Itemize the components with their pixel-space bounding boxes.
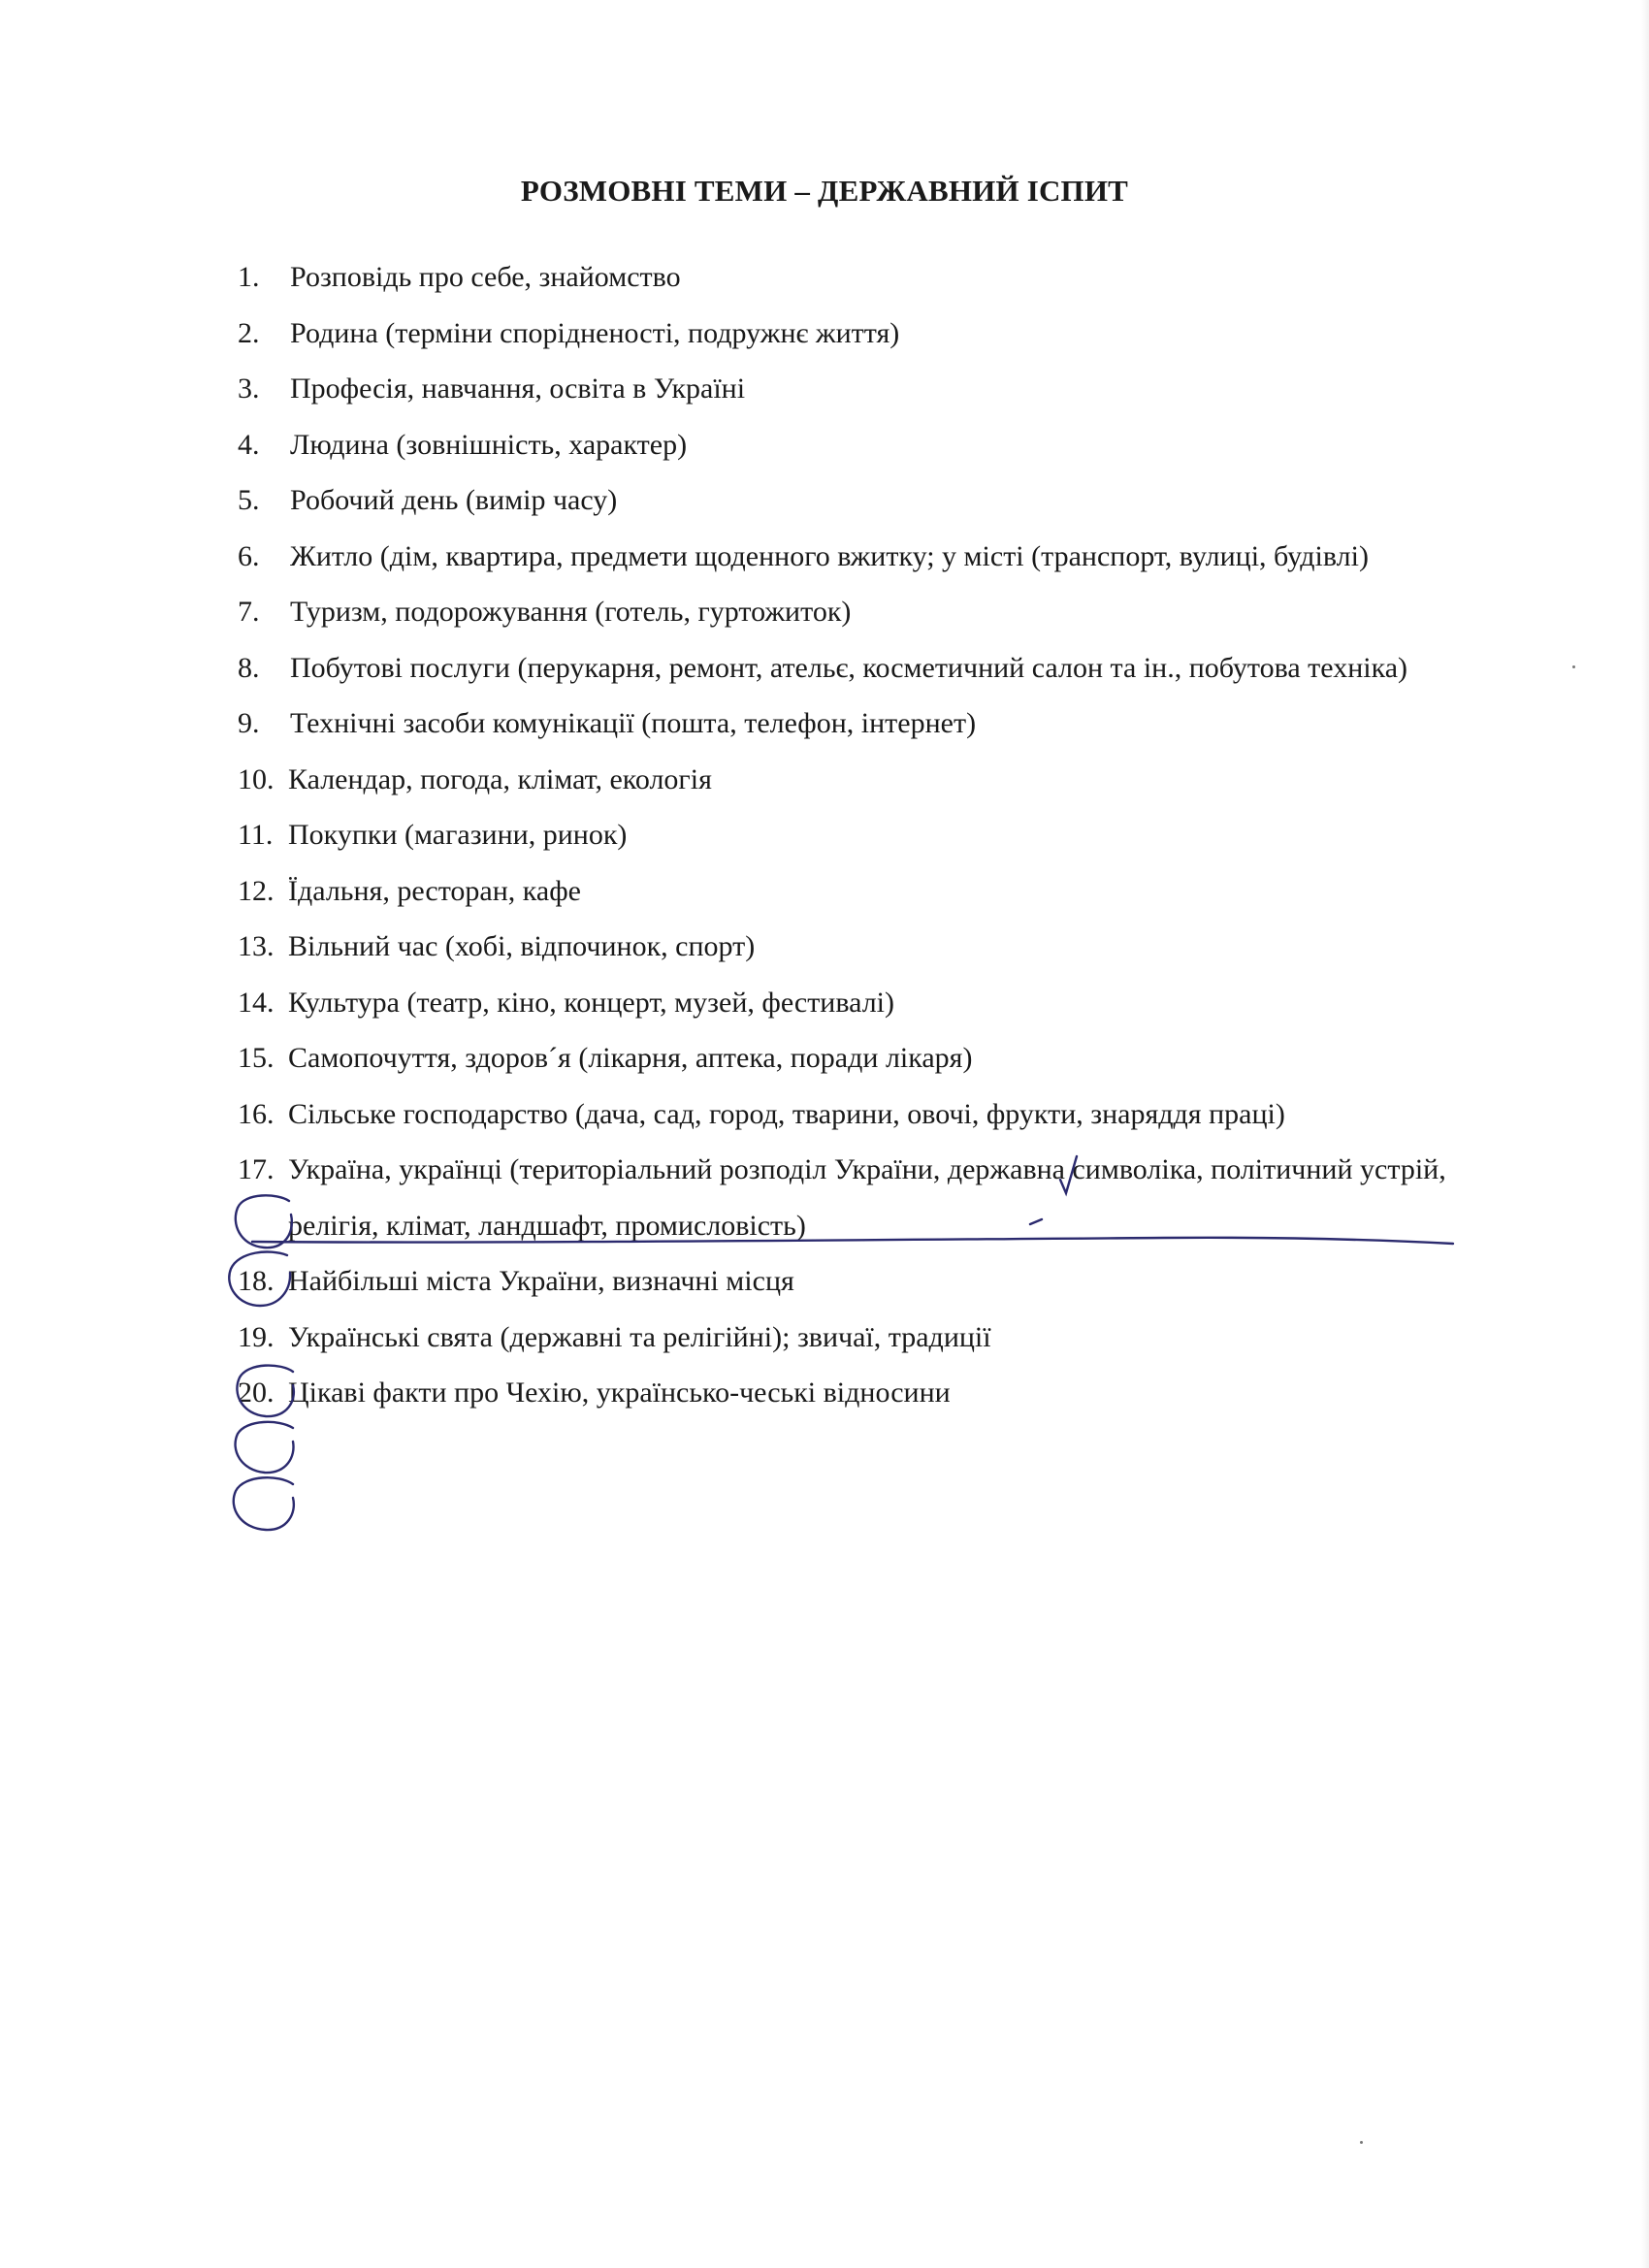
topic-text: Найбільші міста України, визначні місця xyxy=(288,1265,794,1297)
list-item xyxy=(238,1086,1499,1143)
topic-text: Україна, українці (територіальний розподіл України, державна символіка, політичний устрій, релігія, клімат, ландшафт, промисловість) xyxy=(288,1153,1446,1242)
list-item xyxy=(238,472,1499,529)
list-item xyxy=(238,584,1499,640)
topic-text: Розповідь про себе, знайомство xyxy=(290,261,681,293)
list-item xyxy=(238,1030,1499,1086)
topic-number: 20. xyxy=(238,1377,275,1409)
list-item xyxy=(238,361,1499,417)
topic-text: Цікаві факти про Чехію, українсько-чеські відносини xyxy=(288,1377,951,1409)
topic-number: 19. xyxy=(238,1320,275,1353)
topic-list xyxy=(238,249,1499,1421)
topic-number: 17. xyxy=(238,1153,275,1185)
topic-number: 5. xyxy=(238,484,260,516)
topic-number: 7. xyxy=(238,596,260,628)
topic-number: 16. xyxy=(238,1097,275,1130)
list-item xyxy=(238,807,1499,863)
list-item xyxy=(238,1253,1499,1310)
topic-number: 10. xyxy=(238,762,275,795)
topic-text: Вільний час (хобі, відпочинок, спорт) xyxy=(288,930,756,962)
topic-text: Житло (дім, квартира, предмети щоденного вжитку; у місті (транспорт, вулиці, будівлі) xyxy=(290,539,1369,572)
topic-number: 8. xyxy=(238,651,260,684)
topic-text: Робочий день (вимір часу) xyxy=(290,484,618,516)
circle-mark-topic-19 xyxy=(236,1422,294,1473)
list-item xyxy=(238,752,1499,808)
topic-text: Професія, навчання, освіта в Україні xyxy=(290,373,746,405)
list-item xyxy=(238,1142,1499,1253)
topic-text: Сільське господарство (дача, сад, город, тварини, овочі, фрукти, знаряддя праці) xyxy=(288,1097,1285,1130)
topic-number: 13. xyxy=(238,930,275,962)
topic-number: 2. xyxy=(238,316,260,349)
scan-speck xyxy=(1572,665,1575,668)
topic-text: Побутові послуги (перукарня, ремонт, ательє, косметичний салон та ін., побутова техніка) xyxy=(290,651,1408,684)
topic-text: Українські свята (державні та релігійні); звичаї, традиції xyxy=(288,1320,991,1353)
topic-text: Культура (театр, кіно, концерт, музей, фестивалі) xyxy=(288,986,895,1019)
list-item xyxy=(238,696,1499,752)
list-item xyxy=(238,529,1499,585)
list-item xyxy=(238,640,1499,697)
topic-number: 6. xyxy=(238,539,260,572)
topic-number: 15. xyxy=(238,1042,275,1074)
list-item xyxy=(238,975,1499,1031)
page-edge-shadow xyxy=(1641,0,1649,2268)
topic-number: 9. xyxy=(238,707,260,739)
topic-number: 4. xyxy=(238,428,260,461)
topic-number: 14. xyxy=(238,986,275,1019)
topic-text: Їдальня, ресторан, кафе xyxy=(288,874,581,907)
list-item xyxy=(238,1310,1499,1366)
scan-speck xyxy=(1360,2141,1363,2144)
topic-number: 11. xyxy=(238,819,274,851)
topic-text: Туризм, подорожування (готель, гуртожиток) xyxy=(290,596,852,628)
list-item xyxy=(238,249,1499,306)
list-item xyxy=(238,417,1499,473)
topic-number: 3. xyxy=(238,373,260,405)
circle-mark-topic-20 xyxy=(234,1477,294,1530)
topic-text: Покупки (магазини, ринок) xyxy=(288,819,628,851)
list-item xyxy=(238,919,1499,975)
topic-text: Родина (терміни спорідненості, подружнє життя) xyxy=(290,316,900,349)
topic-number: 1. xyxy=(238,261,260,293)
topic-text: Людина (зовнішність, характер) xyxy=(290,428,688,461)
list-item xyxy=(238,1365,1499,1421)
list-item xyxy=(238,863,1499,920)
topic-number: 18. xyxy=(238,1265,275,1297)
page-title: РОЗМОВНІ ТЕМИ – ДЕРЖАВНИЙ ІСПИТ xyxy=(520,174,1129,208)
list-item xyxy=(238,306,1499,362)
topic-text: Самопочуття, здоров´я (лікарня, аптека, поради лікаря) xyxy=(288,1042,973,1074)
topic-text: Календар, погода, клімат, екологія xyxy=(288,762,712,795)
topic-number: 12. xyxy=(238,874,275,907)
topic-text: Технічні засоби комунікації (пошта, телефон, інтернет) xyxy=(290,707,977,739)
